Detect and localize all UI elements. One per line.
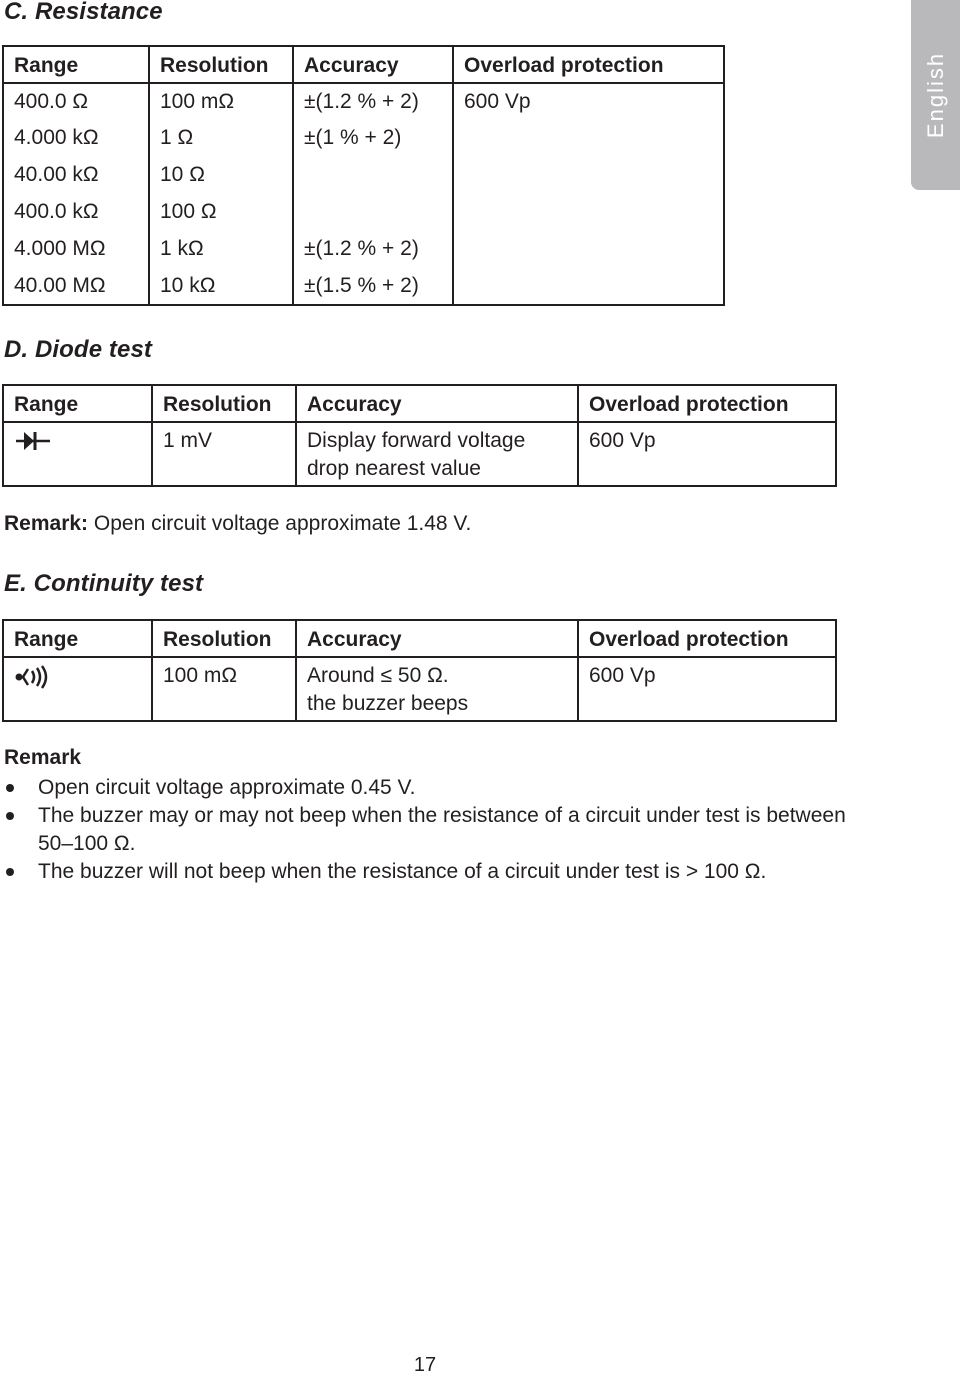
section-title-diode: D. Diode test bbox=[4, 336, 152, 363]
diode-remark bbox=[4, 512, 471, 536]
bullet-text: The buzzer will not beep when the resistance of a circuit under test is > 100 Ω. bbox=[38, 860, 767, 883]
remark-label: Remark: bbox=[4, 512, 89, 535]
table-header-row bbox=[3, 385, 836, 422]
page-number: 17 bbox=[413, 1354, 437, 1376]
header-accuracy: Accuracy bbox=[293, 46, 453, 83]
bullet-icon bbox=[6, 784, 14, 792]
diode-symbol-icon bbox=[14, 429, 52, 453]
header-overload: Overload protection bbox=[578, 620, 836, 657]
cell-accuracy: ±(1.2 % + 2) bbox=[293, 83, 453, 120]
table-header-row bbox=[3, 46, 724, 83]
cell-overload: 600 Vp bbox=[578, 422, 836, 486]
cell-range: 400.0 Ω bbox=[3, 83, 149, 120]
header-overload: Overload protection bbox=[453, 46, 724, 83]
continuity-table bbox=[2, 619, 837, 722]
cell-range: 40.00 MΩ bbox=[3, 268, 149, 305]
cell-resolution: 10 Ω bbox=[149, 157, 293, 194]
cell-range: 4.000 kΩ bbox=[3, 120, 149, 157]
continuity-remark-list bbox=[4, 774, 854, 886]
cell-resolution: 10 kΩ bbox=[149, 268, 293, 305]
cell-resolution: 1 Ω bbox=[149, 120, 293, 157]
cell-range: 40.00 kΩ bbox=[3, 157, 149, 194]
list-item bbox=[4, 858, 854, 886]
resistance-table bbox=[2, 45, 725, 306]
header-range: Range bbox=[3, 620, 152, 657]
bullet-icon bbox=[6, 868, 14, 876]
cell-accuracy: ±(1.2 % + 2) bbox=[293, 231, 453, 268]
cell-resolution: 100 mΩ bbox=[149, 83, 293, 120]
buzzer-symbol-icon bbox=[14, 664, 54, 690]
cell-range: 4.000 MΩ bbox=[3, 231, 149, 268]
language-tab bbox=[911, 0, 960, 190]
remark-text: Open circuit voltage approximate 1.48 V. bbox=[88, 512, 472, 535]
cell-overload: 600 Vp bbox=[453, 83, 724, 305]
cell-accuracy bbox=[296, 422, 578, 486]
cell-range bbox=[3, 657, 152, 721]
table-row bbox=[3, 422, 836, 486]
accuracy-line-2: drop nearest value bbox=[307, 457, 481, 480]
language-tab-label: English bbox=[922, 51, 948, 139]
header-resolution: Resolution bbox=[152, 385, 296, 422]
cell-accuracy: ±(1.5 % + 2) bbox=[293, 268, 453, 305]
header-resolution: Resolution bbox=[152, 620, 296, 657]
bullet-icon bbox=[6, 812, 14, 820]
header-accuracy: Accuracy bbox=[296, 620, 578, 657]
cell-resolution: 100 mΩ bbox=[152, 657, 296, 721]
cell-range: 400.0 kΩ bbox=[3, 194, 149, 231]
bullet-text: The buzzer may or may not beep when the resistance of a circuit under test is between 50–100 Ω. bbox=[38, 804, 846, 855]
cell-accuracy: ±(1 % + 2) bbox=[293, 120, 453, 231]
accuracy-line-2: the buzzer beeps bbox=[307, 692, 469, 715]
table-header-row bbox=[3, 620, 836, 657]
diode-table bbox=[2, 384, 837, 487]
cell-resolution: 100 Ω bbox=[149, 194, 293, 231]
header-range: Range bbox=[3, 46, 149, 83]
continuity-remark-label: Remark bbox=[4, 746, 82, 769]
cell-range bbox=[3, 422, 152, 486]
header-range: Range bbox=[3, 385, 152, 422]
list-item bbox=[4, 774, 854, 802]
section-title-continuity: E. Continuity test bbox=[4, 570, 204, 597]
accuracy-line-1: Display forward voltage bbox=[307, 429, 526, 452]
section-title-resistance: C. Resistance bbox=[4, 0, 163, 25]
accuracy-line-1: Around ≤ 50 Ω. bbox=[307, 664, 449, 687]
list-item bbox=[4, 802, 854, 858]
cell-accuracy bbox=[296, 657, 578, 721]
header-accuracy: Accuracy bbox=[296, 385, 578, 422]
bullet-text: Open circuit voltage approximate 0.45 V. bbox=[38, 776, 416, 799]
header-overload: Overload protection bbox=[578, 385, 836, 422]
header-resolution: Resolution bbox=[149, 46, 293, 83]
cell-resolution: 1 kΩ bbox=[149, 231, 293, 268]
cell-overload: 600 Vp bbox=[578, 657, 836, 721]
cell-resolution: 1 mV bbox=[152, 422, 296, 486]
table-row bbox=[3, 657, 836, 721]
table-row bbox=[3, 83, 724, 120]
